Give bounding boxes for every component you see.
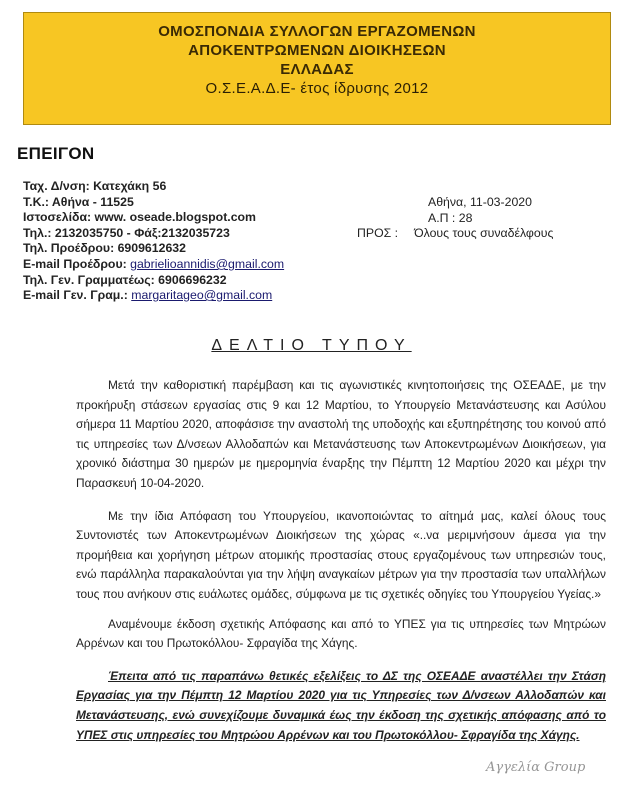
president-email-line (23, 257, 284, 273)
letterhead-line1: ΟΜΟΣΠΟΝΔΙΑ ΣΥΛΛΟΓΩΝ ΕΡΓΑΖΟΜΕΝΩΝ (158, 23, 476, 40)
recipient-line (357, 226, 553, 240)
recipient-label: ΠΡΟΣ : (357, 226, 399, 240)
postal-line: Τ.Κ.: Αθήνα - 11525 (23, 194, 134, 209)
paragraph-1: Μετά την καθοριστική παρέμβαση και τις αγωνιστικές κινητοποιήσεις της ΟΣΕΑΔΕ, με την προκήρυξη στάσεων εργασίας στις 9 και 12 Μαρτίου, το Υπουργείο Μετανάστευσης και Ασύλου σήμερα 11 Μαρτίου 2020, αποφάσισε την αναστολή της υποδοχής και εξυπηρέτησης του κοινού από τις υπηρεσίες των Δ/νσεων Αλλοδαπών και Μετανάστευσης των Αποκεντρωμένων Διοικήσεων, για χρονικό διάστημα 30 ημερών με ημερομηνία έναρξης την Πέμπτη 12 Μαρτίου 2020 και μέχρι την Παρασκευή 10-04-2020. (76, 378, 606, 490)
press-release-title: ΔΕΛΤΙΟ ΤΥΠΟΥ (211, 337, 412, 354)
letterhead-line2: ΑΠΟΚΕΝΤΡΩΜΕΝΩΝ ΔΙΟΙΚΗΣΕΩΝ (188, 42, 446, 59)
date-line: Αθήνα, 11-03-2020 (428, 195, 532, 209)
press-release-body (76, 376, 606, 745)
recipient-value: Όλους τους συναδέλφους (414, 226, 554, 240)
secretary-email-link[interactable]: margaritageo@gmail.com (131, 288, 273, 303)
paragraph-3: Αναμένουμε έκδοση σχετικής Απόφασης και από το ΥΠΕΣ για τις υπηρεσίες των Μητρώων Αρρένων και του Πρωτοκόλλου- Σφραγίδα της Χάγης. (76, 616, 606, 651)
date-protocol-block (428, 195, 532, 226)
watermark: Αγγελία Group (486, 760, 586, 775)
president-phone-line: Τηλ. Προέδρου: 6909612632 (23, 241, 186, 256)
website-line: Ιστοσελίδα: www. oseade.blogspot.com (23, 210, 256, 225)
secretary-email-line (23, 288, 284, 304)
paragraph-4: Έπειτα από τις παραπάνω θετικές εξελίξεις το ΔΣ της ΟΣΕΑΔΕ αναστέλλει την Στάση Εργασίας για την Πέμπτη 12 Μαρτίου 2020 για τις Υπηρεσίες των Δ/νσεων Αλλοδαπών και Μετανάστευσης, ενώ συνεχίζουμε δυναμικά έως την έκδοση της σχετικής απόφασης από το ΥΠΕΣ στις υπηρεσίες του Μητρώου Αρρένων και του Πρωτοκόλλου- Σφραγίδα της Χάγης. (76, 668, 606, 742)
urgent-label: ΕΠΕΙΓΟΝ (17, 144, 95, 163)
paragraph-2: Με την ίδια Απόφαση του Υπουργείου, ικανοποιώντας το αίτημά μας, καλεί όλους τους Συντονιστές των Αποκεντρωμένων Διοικήσεων της χώρας «..να μεριμνήσουν άμεσα για την προμήθεια και χορήγηση μέτρων ατομικής προστασίας στους εργαζομένους των υπηρεσιών τους, ενώ παράλληλα παρακαλούνται για την λήψη αναγκαίων μέτρων για την προστασία των υπαλλήλων τους που ανήκουν στις ευάλωτες ομάδες, σύμφωνα με τις σχετικές οδηγίες του Υπουργείου Υγείας.» (76, 508, 606, 601)
protocol-line: Α.Π : 28 (428, 210, 473, 225)
letterhead-line3: ΕΛΛΑΔΑΣ (280, 61, 354, 78)
address-line: Ταχ. Δ/νση: Κατεχάκη 56 (23, 179, 167, 193)
letterhead-line4: Ο.Σ.Ε.Α.Δ.Ε- έτος ίδρυσης 2012 (205, 80, 429, 97)
secretary-phone-line: Τηλ. Γεν. Γραμματέως: 6906696232 (23, 272, 227, 287)
secretary-email-label: E-mail Γεν. Γραμ.: (23, 288, 132, 303)
president-email-link[interactable]: gabrielioannidis@gmail.com (130, 256, 285, 271)
president-email-label: E-mail Προέδρου: (23, 256, 131, 271)
contact-block (23, 179, 284, 304)
phone-fax-line: Τηλ.: 2132035750 - Φάξ:2132035723 (23, 225, 230, 240)
letterhead-banner (23, 12, 611, 125)
